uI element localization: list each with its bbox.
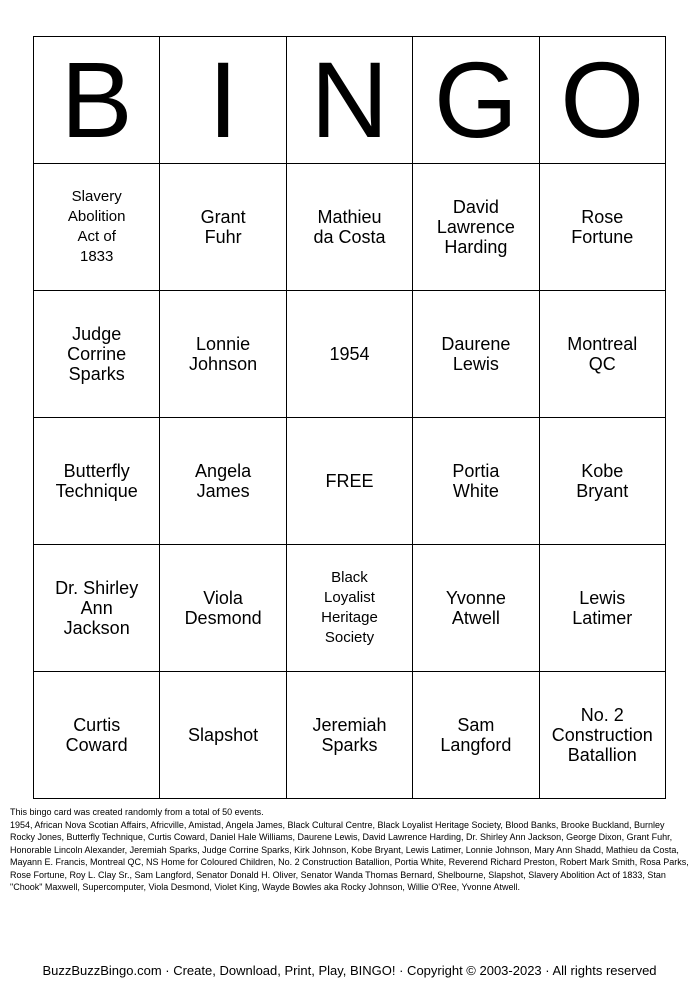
bingo-cell-text: Viola Desmond [184,588,262,628]
bingo-cell[interactable] [160,291,286,418]
bingo-cell-text: Curtis Coward [65,715,128,755]
bingo-cell[interactable] [539,672,665,799]
bingo-cell[interactable] [34,164,160,291]
bingo-cell-text: Rose Fortune [571,207,634,247]
bingo-cell-text: Angela James [195,461,252,501]
bingo-cell-text: Black Loyalist Heritage Society [321,569,378,646]
bingo-cell-text: Jeremiah Sparks [312,715,387,755]
bingo-cell[interactable] [286,545,412,672]
bingo-cell[interactable] [34,545,160,672]
bingo-cell[interactable] [160,164,286,291]
bingo-cell-text: Judge Corrine Sparks [67,324,127,384]
bingo-cell-text: Portia White [452,461,500,501]
grid-row [34,418,666,545]
bingo-cell[interactable] [413,418,539,545]
bingo-cell-text: Slapshot [188,725,259,745]
bingo-cell[interactable] [539,164,665,291]
bingo-cell-text: Lonnie Johnson [189,334,258,374]
bingo-cell[interactable] [539,418,665,545]
bingo-cell-text: Grant Fuhr [200,207,246,247]
grid-row [34,291,666,418]
grid-row [34,672,666,799]
header-letter-i: I [160,37,286,164]
header-letter-o: O [539,37,665,164]
bingo-cell-text: Sam Langford [440,715,512,755]
grid-row [34,545,666,672]
bingo-cell[interactable] [413,545,539,672]
bingo-grid [34,164,666,799]
bingo-cell[interactable] [539,545,665,672]
bingo-cell[interactable] [34,418,160,545]
bingo-cell[interactable] [34,291,160,418]
bingo-cell[interactable] [286,672,412,799]
bingo-cell-text: Daurene Lewis [441,334,511,374]
info-events-list: 1954, African Nova Scotian Affairs, Africville, Amistad, Angela James, Black Cultural Centre, Black Loyalist Heritage Society, Blood Banks, Brooke Buckland, Burnley Rocky Jones, Butterfly Technique, Curtis Coward, Daniel Hale Williams, Daurene Lewis, David Lawrence Harding, Dr. Shirley Ann Jackson, George Dixon, Grant Fuhr, Honorable Lincoln Alexander, Jeremiah Sparks, Judge Corrine Sparks, Kirk Johnson, Kobe Bryant, Lewis Latimer, Lonnie Johnson, Mary Ann Shadd, Mathieu da Costa, Mayann E. Francis, Montreal QC, NS Home for Coloured Children, No. 2 Construction Batallion, Portia White, Reverend Richard Preston, Robert Mark Smith, Rosa Parks, Rose Fortune, Roy L. Clay Sr., Sam Langford, Senator Donald H. Oliver, Senator Wanda Thomas Bernard, Shelbourne, Slapshot, Slavery Abolition Act of 1833, Stan "Chook" Maxwell, Supercomputer, Viola Desmond, Violet King, Wayde Bowles aka Rocky Johnson, Willie O'Ree, Yvonne Atwell. [10,819,689,892]
bingo-cell[interactable] [286,291,412,418]
bingo-cell-text: David Lawrence Harding [436,197,515,257]
bingo-cell[interactable] [160,672,286,799]
bingo-cell-text: Montreal QC [567,334,638,374]
card-info [10,806,690,894]
header-letter-b: B [34,37,160,164]
header-row [34,37,666,164]
bingo-cell-text: Butterfly Technique [55,461,138,501]
bingo-cell[interactable] [413,672,539,799]
bingo-cell[interactable] [413,164,539,291]
bingo-cell-text: Slavery Abolition Act of 1833 [67,188,126,265]
bingo-cell-text: Kobe Bryant [576,461,629,501]
bingo-cell[interactable] [160,418,286,545]
bingo-cell-text: Lewis Latimer [572,588,633,628]
bingo-cell[interactable] [286,164,412,291]
header-letter-g: G [413,37,539,164]
bingo-cell[interactable] [413,291,539,418]
bingo-cell-text: FREE [325,471,374,491]
grid-row [34,164,666,291]
info-intro: This bingo card was created randomly from a total of 50 events. [10,807,264,817]
bingo-cell-text: 1954 [329,344,370,364]
bingo-cell[interactable] [539,291,665,418]
bingo-cell-text: Yvonne Atwell [445,588,506,628]
bingo-card [33,36,666,799]
bingo-cell[interactable] [286,418,412,545]
footer-copyright: BuzzBuzzBingo.com · Create, Download, Print, Play, BINGO! · Copyright © 2003-2023 · All rights reserved [42,963,657,978]
bingo-cell-text: No. 2 Construction Batallion [551,705,653,765]
bingo-cell[interactable] [34,672,160,799]
bingo-cell[interactable] [160,545,286,672]
bingo-cell-text: Mathieu da Costa [313,207,386,247]
header-letter-n: N [286,37,412,164]
bingo-cell-text: Dr. Shirley Ann Jackson [55,578,139,638]
